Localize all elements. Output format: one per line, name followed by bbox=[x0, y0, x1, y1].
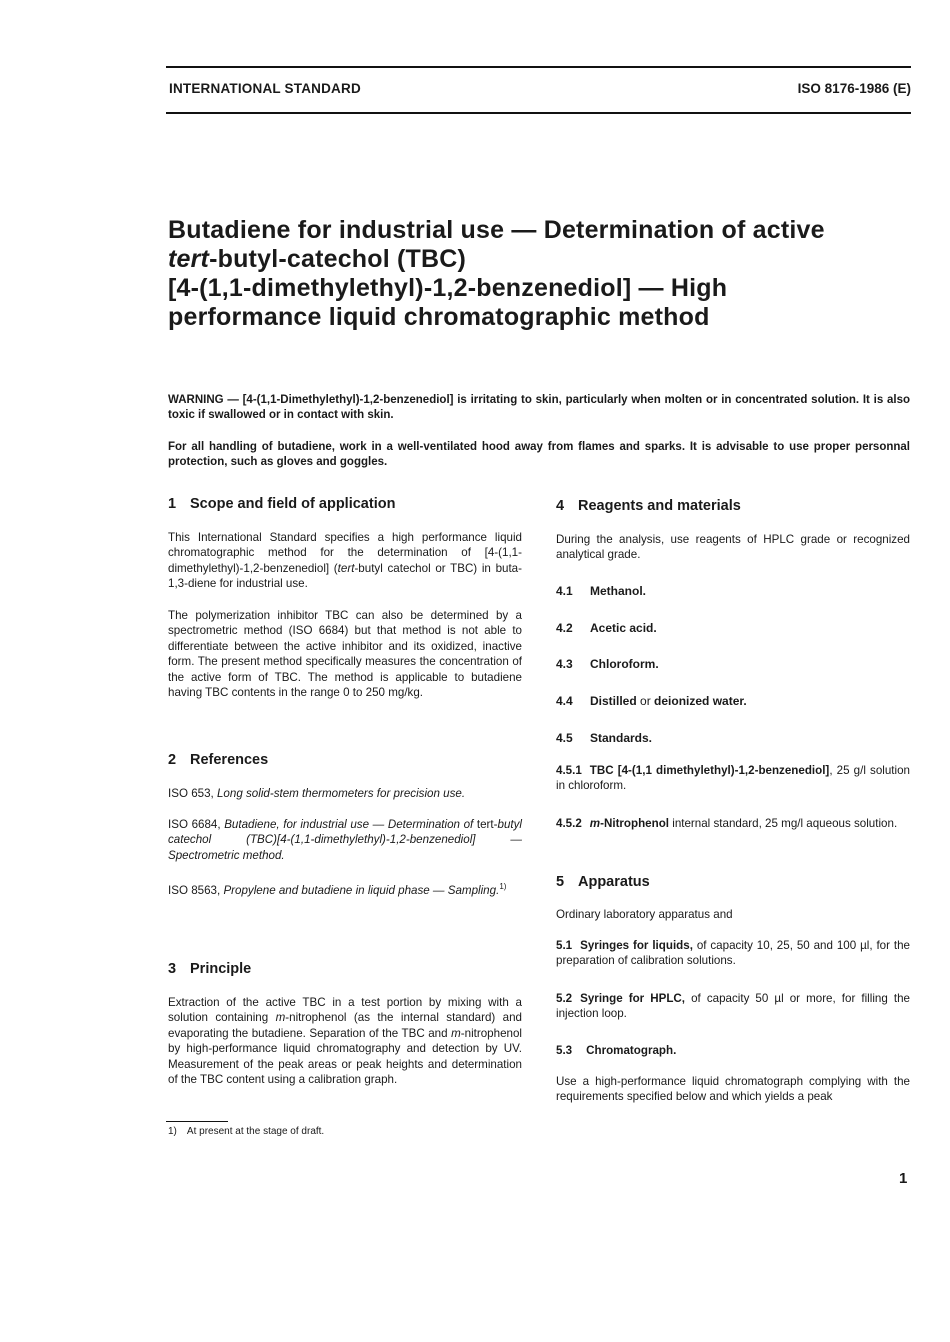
section-5-heading bbox=[556, 875, 650, 890]
section-2-title: References bbox=[190, 752, 269, 768]
section-2-number: 2 bbox=[168, 752, 177, 768]
principle-italic-m2: m bbox=[451, 1026, 461, 1040]
standard-4-5-1-number: 4.5.1 bbox=[556, 764, 582, 777]
ref2-title-b: butyl catechol (TBC)[4-(1,1-dimethylethyl)-1,2-benzenediol] — Spectrometric method. bbox=[168, 818, 522, 862]
reagent-4-2 bbox=[556, 621, 910, 636]
header-rule-bottom bbox=[166, 112, 911, 114]
footnote-mark: 1) bbox=[168, 1126, 177, 1137]
standard-4-5-1-text: , 25 g/l solution in chloroform. bbox=[556, 764, 910, 793]
section-3-number: 3 bbox=[168, 961, 177, 977]
standard-4-5-2-number: 4.5.2 bbox=[556, 817, 582, 830]
section-4-heading bbox=[556, 499, 741, 514]
principle-paragraph bbox=[168, 995, 522, 1087]
reagent-4-3 bbox=[556, 657, 910, 672]
apparatus-5-3-number: 5.3 bbox=[556, 1044, 573, 1057]
scope-paragraph-1 bbox=[168, 530, 522, 592]
reagent-4-4-label-b: deionized water. bbox=[654, 694, 747, 708]
reagent-4-5-label: Standards. bbox=[590, 731, 653, 745]
reference-iso-653 bbox=[168, 786, 522, 801]
principle-text-b: -nitrophenol (as the internal standard) and evaporating the butadiene. Separation of the TBC and bbox=[168, 1011, 522, 1040]
apparatus-5-2-text: of capacity 50 µl or more, for filling the injection loop. bbox=[556, 992, 910, 1021]
title-line-2 bbox=[168, 245, 908, 274]
section-1-title: Scope and field of application bbox=[190, 496, 396, 512]
reagent-4-5-number: 4.5 bbox=[556, 731, 573, 745]
principle-text-c: -nitrophenol by high-performance liquid chromatography and detection by UV. Measurement of the peak areas or peak heights and determination of the TBC content using a calibration graph. bbox=[168, 1026, 522, 1087]
handling-paragraph: For all handling of butadiene, work in a well-ventilated hood away from flames and sparks. It is advisable to use proper personnal protection, such as gloves and goggles. bbox=[168, 441, 910, 468]
ref3-code: ISO 8563, bbox=[168, 883, 224, 897]
reagent-4-1-number: 4.1 bbox=[556, 584, 573, 598]
apparatus-5-1-label: Syringes for liquids, bbox=[580, 939, 693, 952]
standard-4-5-2 bbox=[556, 816, 910, 831]
footnote bbox=[168, 1126, 324, 1137]
ref1-code: ISO 653, bbox=[168, 787, 217, 800]
apparatus-5-2-label: Syringe for HPLC, bbox=[580, 992, 686, 1005]
apparatus-5-3 bbox=[556, 1043, 910, 1058]
title-line-2-rest: -butyl-catechol (TBC) bbox=[209, 245, 467, 273]
title-line-4: performance liquid chromatographic method bbox=[168, 303, 710, 331]
scope-paragraph-2: The polymerization inhibitor TBC can also be determined by a spectrometric method (ISO 6684) but that method is not able to differentiate between the active inhibitor and its oxidized, inactive form. The present method specifically measures the concentration of the active form of TBC. The method is applicable to butadiene having TBC contents in the range 0 to 250 mg/kg. bbox=[168, 609, 522, 700]
section-5-title: Apparatus bbox=[578, 874, 650, 890]
section-3-heading bbox=[168, 962, 251, 977]
apparatus-5-1-number: 5.1 bbox=[556, 939, 573, 952]
scope-p1-text-b: -butyl catechol or TBC) in buta-1,3-diene for industrial use. bbox=[168, 561, 522, 591]
apparatus-5-2-number: 5.2 bbox=[556, 992, 573, 1005]
scope-p1-italic: tert bbox=[337, 561, 355, 575]
reagent-4-5 bbox=[556, 731, 910, 746]
title-line-3: [4-(1,1-dimethylethyl)-1,2-benzenediol] — High bbox=[168, 274, 728, 302]
standard-4-5-1 bbox=[556, 763, 910, 794]
reagents-intro: During the analysis, use reagents of HPLC grade or recognized analytical grade. bbox=[556, 533, 910, 562]
section-3-title: Principle bbox=[190, 961, 252, 977]
standard-4-5-2-text: internal standard, 25 mg/l aqueous solution. bbox=[669, 817, 898, 830]
reference-iso-8563 bbox=[168, 879, 522, 898]
section-4-number: 4 bbox=[556, 498, 565, 514]
section-1-heading bbox=[168, 497, 395, 512]
header-rule-top bbox=[166, 66, 911, 68]
ref2-code: ISO 6684, bbox=[168, 818, 225, 831]
reagent-4-2-number: 4.2 bbox=[556, 621, 573, 635]
standard-4-5-1-label: TBC [4-(1,1 dimethylethyl)-1,2-benzenediol] bbox=[589, 764, 830, 777]
apparatus-5-3-label: Chromatograph. bbox=[586, 1044, 677, 1057]
title-line-1: Butadiene for industrial use — Determination of active bbox=[168, 216, 825, 244]
section-4-title: Reagents and materials bbox=[578, 498, 741, 514]
page-number: 1 bbox=[899, 1170, 908, 1187]
standard-4-5-2-italic-m: m bbox=[589, 817, 601, 830]
apparatus-5-1 bbox=[556, 938, 910, 969]
standard-4-5-2-label: -Nitrophenol bbox=[600, 817, 670, 830]
reagent-4-2-label: Acetic acid. bbox=[590, 621, 657, 635]
standard-type-label: INTERNATIONAL STANDARD bbox=[169, 81, 361, 96]
footnote-text: At present at the stage of draft. bbox=[186, 1126, 325, 1137]
reagent-4-4-number: 4.4 bbox=[556, 694, 573, 708]
scope-p1-text-a: This International Standard specifies a high performance liquid chromatographic method for the determination of [4-(1,1-dimethylethyl)-1,2-benzenediol] ( bbox=[168, 531, 522, 575]
standard-number-label: ISO 8176-1986 (E) bbox=[797, 81, 911, 96]
ref2-tert: tert- bbox=[476, 818, 498, 831]
ref2-title-a: Butadiene, for industrial use — Determination of bbox=[224, 818, 477, 831]
footnote-rule bbox=[166, 1121, 228, 1122]
apparatus-5-2 bbox=[556, 991, 910, 1022]
reagent-4-4-label-a: Distilled bbox=[590, 694, 637, 708]
apparatus-intro: Ordinary laboratory apparatus and bbox=[556, 908, 733, 921]
principle-text-a: Extraction of the active TBC in a test portion by mixing with a solution containing bbox=[168, 996, 522, 1025]
reagent-4-1 bbox=[556, 584, 910, 599]
ref3-footnote-mark: 1) bbox=[499, 882, 507, 891]
reagent-4-1-label: Methanol. bbox=[590, 584, 646, 598]
apparatus-5-1-text: of capacity 10, 25, 50 and 100 µl, for the preparation of calibration solutions. bbox=[556, 939, 910, 968]
reagent-4-4 bbox=[556, 694, 910, 709]
ref3-title: Propylene and butadiene in liquid phase — Sampling. bbox=[223, 883, 500, 897]
ref1-title: Long solid-stem thermometers for precision use. bbox=[216, 787, 466, 800]
reagent-4-4-label-or: or bbox=[636, 694, 655, 708]
reagent-4-3-number: 4.3 bbox=[556, 657, 573, 671]
warning-paragraph: WARNING — [4-(1,1-Dimethylethyl)-1,2-benzenediol] is irritating to skin, particularly when molten or in concentrated solution. It is also toxic if swallowed or in contact with skin. bbox=[168, 394, 910, 421]
section-2-heading bbox=[168, 753, 268, 768]
reference-iso-6684 bbox=[168, 817, 522, 863]
section-5-number: 5 bbox=[556, 874, 565, 890]
section-1-number: 1 bbox=[168, 496, 177, 512]
chromatograph-paragraph: Use a high-performance liquid chromatograph complying with the requirements specified below and which yields a peak bbox=[556, 1075, 910, 1104]
reagent-4-3-label: Chloroform. bbox=[590, 657, 659, 671]
document-title bbox=[168, 216, 908, 332]
title-italic-tert: tert bbox=[168, 245, 210, 273]
principle-italic-m1: m bbox=[275, 1011, 286, 1025]
